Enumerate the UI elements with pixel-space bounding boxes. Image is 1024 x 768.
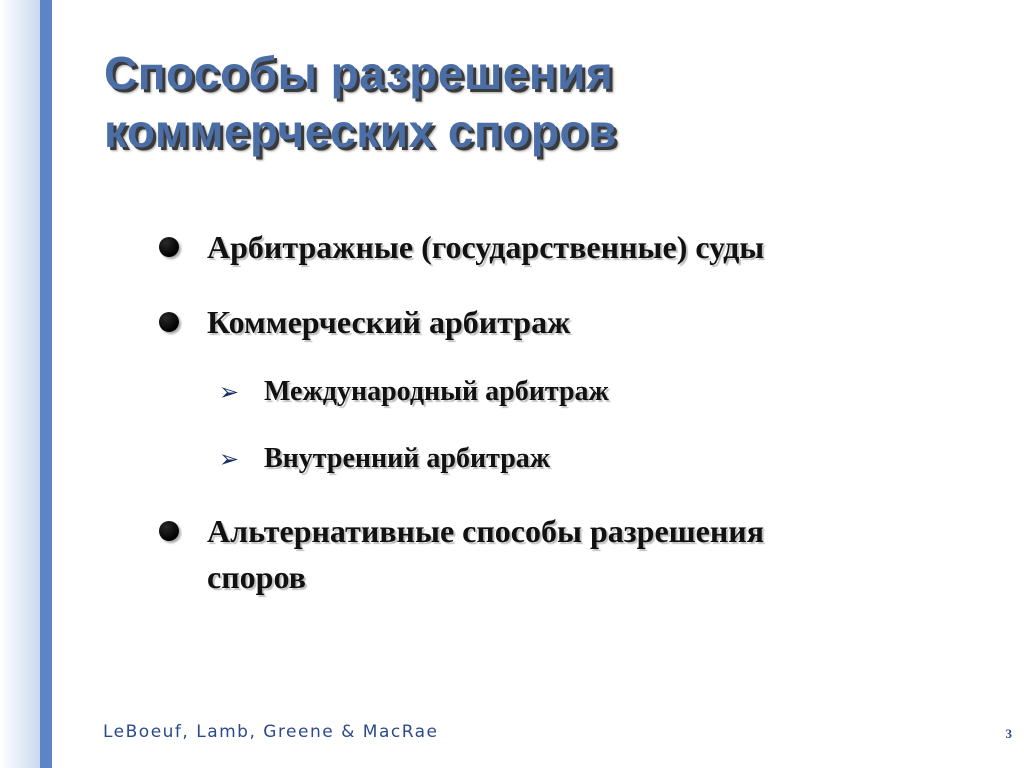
bullet-item-commercial-arbitration: Коммерческий арбитраж xyxy=(207,304,571,340)
sub-item-international-arbitration: Международный арбитраж xyxy=(264,376,609,407)
page-number: 3 xyxy=(1005,726,1012,741)
bullet-dot-icon xyxy=(159,312,179,332)
bullet-item-arbitration-courts: Арбитражные (государственные) суды xyxy=(207,229,765,265)
bullet-item-adr-line-2: споров xyxy=(207,559,306,595)
sub-item-domestic-arbitration: Внутренний арбитраж xyxy=(264,443,551,474)
title-line-2: коммерческих споров xyxy=(104,105,617,157)
footer-firm-name: LeBoeuf, Lamb, Greene & MacRae xyxy=(103,722,439,742)
arrow-bullet-icon: ➢ xyxy=(219,378,240,406)
arrow-bullet-icon: ➢ xyxy=(219,445,240,473)
bullet-item-adr-line-1: Альтернативные способы разрешения xyxy=(207,513,765,549)
bullet-dot-icon xyxy=(159,237,179,257)
bullet-dot-icon xyxy=(159,521,179,541)
title-line-1: Способы разрешения xyxy=(104,47,614,99)
